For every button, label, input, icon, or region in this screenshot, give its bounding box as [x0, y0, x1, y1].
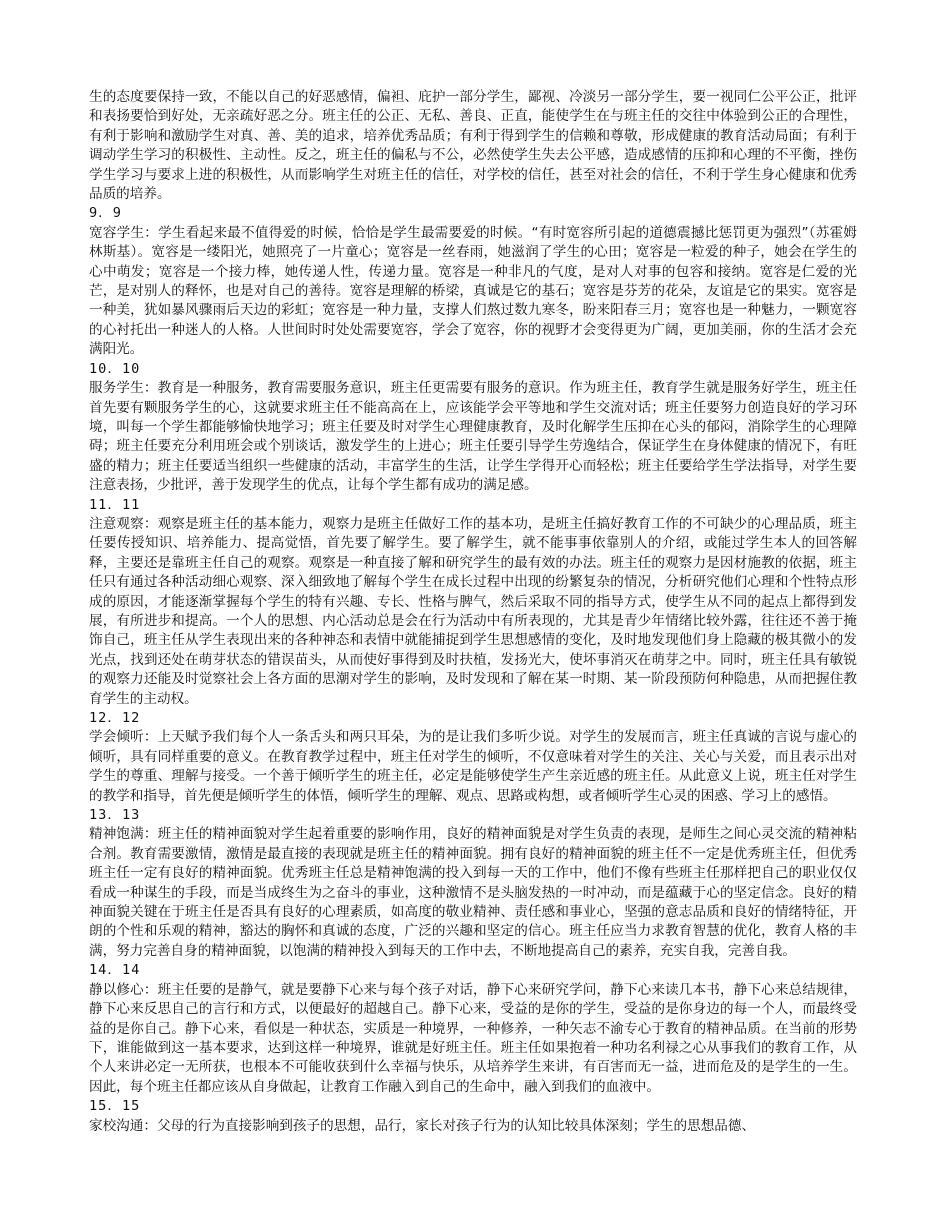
- paragraph-observation: 注意观察：观察是班主任的基本能力，观察力是班主任做好工作的基本功，是班主任搞好教育工作的不可缺少的心理品质，班主任要传授知识、培养能力、提高觉悟，首先要了解学生。要了解学生，就不能事事依靠别人的介绍，或能过学生本人的回答解释，主要还是靠班主任自己的观察。观察是一种直接了解和研究学生的最有效的办法。班主任的观察力是因材施教的依据，班主任只有通过各种活动细心观察、深入细致地了解每个学生在成长过程中出现的纷繁复杂的情况，分析研究他们心理和个性特点形成的原因，才能逐渐掌握每个学生的特有兴趣、专长、性格与脾气，然后采取不同的指导方式，使学生从不同的起点上都得到发展，有所进步和提高。一个人的思想、内心活动总是会在行为活动中有所表现的，尤其是青少年情绪比较外露，往往还不善于掩饰自己，班主任从学生表现出来的各种神态和表情中就能捕捉到学生思想感情的变化，及时地发现他们身上隐藏的极其微小的发光点，找到还处在萌芽状态的错误苗头，从而使好事得到及时扶植，发扬光大，使坏事消灭在萌芽之中。同时，班主任具有敏锐的观察力还能及时觉察社会上各方面的思潮对学生的影响，及时发现和了解在某一时期、某一阶段预防何种隐患，从而把握住教育学生的主动权。: [89, 515, 857, 707]
- paragraph-fairness-ending: 生的态度要保持一致，不能以自己的好恶感情，偏袒、庇护一部分学生，鄙视、冷淡另一部分学生，要一视同仁公平公正，批评和表扬要恰到好处，无亲疏好恶之分。班主任的公正、无私、善良、正直，能使学生在与班主任的交往中体验到公正的合理性，有利于影响和激励学生对真、善、美的追求，培养优秀品质；有利于得到学生的信赖和尊敬，形成健康的教育活动局面；有利于调动学生学习的积极性、主动性。反之，班主任的偏私与不公，必然使学生失去公平感，造成感情的压抑和心理的不平衡，挫伤学生学习与要求上进的积极性，从而影响学生对班主任的信任，对学校的信任，甚至对社会的信任，不利于学生身心健康和优秀品质的培养。: [89, 89, 857, 203]
- item-number-15: 15．15: [89, 1098, 141, 1115]
- paragraph-tolerance: 宽容学生：学生看起来最不值得爱的时候，恰恰是学生最需要爱的时候。“有时宽容所引起的道德震撼比惩罚更为强烈”（苏霍姆林斯基）。宽容是一缕阳光，她照亮了一片童心；宽容是一丝春雨，她滋润了学生的心田；宽容是一粒爱的种子，她会在学生的心中萌发；宽容是一个接力棒，她传递人性，传递力量。宽容是一种非凡的气度，是对人对事的包容和接纳。宽容是仁爱的光芒，是对别人的释怀，也是对自己的善待。宽容是理解的桥梁，真诚是它的基石；宽容是芬芳的花朵，友谊是它的果实。宽容是一种美，犹如暴风骤雨后天边的彩虹；宽容是一种力量，支撑人们熬过数九寒冬，盼来阳春三月；宽容也是一种魅力，一颗宽容的心衬托出一种迷人的人格。人世间时时处处需要宽容，学会了宽容，你的视野才会变得更为广阔，更加美丽，你的生活才会充满阳光。: [89, 224, 857, 358]
- item-number-13: 13．13: [89, 807, 141, 824]
- paragraph-home-school: 家校沟通：父母的行为直接影响到孩子的思想，品行，家长对孩子行为的认知比较具体深刻；学生的思想品德、: [89, 1117, 756, 1134]
- paragraph-listening: 学会倾听：上天赋予我们每个人一条舌头和两只耳朵，为的是让我们多听少说。对学生的发展而言，班主任真诚的言说与虚心的倾听，具有同样重要的意义。在教育教学过程中，班主任对学生的倾听，不仅意味着对学生的关注、关心与关爱，而且表示出对学生的尊重、理解与接受。一个善于倾听学生的班主任，必定是能够使学生产生亲近感的班主任。从此意义上说，班主任对学生的教学和指导，首先便是倾听学生的体悟，倾听学生的理解、观点、思路或构想，或者倾听学生心灵的困惑、学习上的感悟。: [89, 729, 857, 804]
- item-number-14: 14．14: [89, 962, 141, 979]
- item-number-10: 10．10: [89, 360, 141, 377]
- document-page: [89, 88, 857, 1136]
- item-number-11: 11．11: [89, 496, 141, 513]
- paragraph-calm-mind: 静以修心：班主任要的是静气，就是要静下心来与每个孩子对话，静下心来研究学问，静下心来读几本书，静下心来总结规律，静下心来反思自己的言行和方式，以便最好的超越自己。静下心来，受益的是你的学生，受益的是你身边的每一个人，而最终受益的是你自己。静下心来，看似是一种状态，实质是一种境界，一种修养，一种矢志不渝专心于教育的精神品质。在当前的形势下，谁能做到这一基本要求，达到这样一种境界，谁就是好班主任。班主任如果抱着一种功名利禄之心从事我们的教育工作，从个人来讲必定一无所获，也根本不可能收获到什么幸福与快乐，从培养学生来讲，有百害而无一益，进而危及的是学生的一生。因此，每个班主任都应该从自身做起，让教育工作融入到自己的生命中，融入到我们的血液中。: [89, 981, 857, 1095]
- paragraph-serve-students: 服务学生：教育是一种服务，教育需要服务意识，班主任更需要有服务的意识。作为班主任，教育学生就是服务好学生，班主任首先要有颗服务学生的心，这就要求班主任不能高高在上，应该能学会平等地和学生交流对话；班主任要努力创造良好的学习环境，叫每一个学生都能够愉快地学习；班主任要及时对学生心理健康教育，及时化解学生压抑在心头的郁闷，消除学生的心理障碍；班主任要充分利用班会或个别谈话，激发学生的上进心；班主任要引导学生劳逸结合，保证学生在身体健康的情况下，有旺盛的精力；班主任要适当组织一些健康的活动，丰富学生的生活，让学生学得开心而轻松；班主任要给学生学法指导，对学生要注意表扬，少批评，善于发现学生的优点，让每个学生都有成功的满足感。: [89, 380, 857, 494]
- paragraph-spirit: 精神饱满：班主任的精神面貌对学生起着重要的影响作用，良好的精神面貌是对学生负责的表现，是师生之间心灵交流的精神粘合剂。教育需要激情，激情是最直接的表现就是班主任的精神面貌。拥有良好的精神面貌的班主任不一定是优秀班主任，但优秀班主任一定有良好的精神面貌。优秀班主任总是精神饱满的投入到每一天的工作中，他们不像有些班主任那样把自己的职业仅仅看成一种谋生的手段，而是当成终生为之奋斗的事业，这种激情不是头脑发热的一时冲动，而是蕴藏于心的坚定信念。良好的精神面貌关键在于班主任是否具有良好的心理素质，如高度的敬业精神、责任感和事业心，坚强的意志品质和良好的情绪特征，开朗的个性和乐观的精神，豁达的胸怀和真诚的态度，广泛的兴趣和坚定的信心。班主任应当力求教育智慧的优化，教育人格的丰满，努力完善自身的精神面貌，以饱满的精神投入到每天的工作中去，不断地提高自己的素养，充实自我，完善自我。: [89, 826, 857, 959]
- item-number-9: 9．9: [89, 205, 122, 222]
- item-number-12: 12．12: [89, 710, 141, 726]
